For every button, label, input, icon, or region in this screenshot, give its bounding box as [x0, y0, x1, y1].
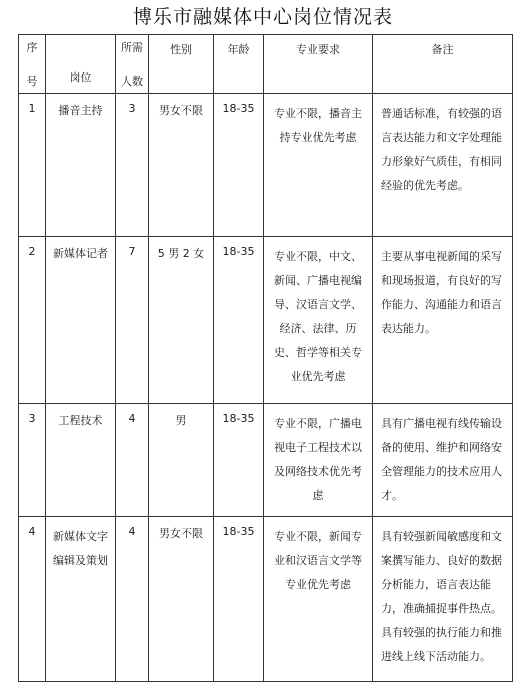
cell-gender: 5 男 2 女 — [149, 237, 214, 404]
cell-no: 1 — [19, 94, 46, 237]
cell-requirement: 专业不限，广播电视电子工程技术以及网络技术优先考虑 — [264, 404, 373, 517]
page-title: 博乐市融媒体中心岗位情况表 — [132, 6, 393, 28]
cell-requirement: 专业不限，新闻专业和汉语言文学等专业优先考虑 — [264, 517, 373, 682]
cell-no: 2 — [19, 237, 46, 404]
cell-age: 18-35 — [214, 237, 264, 404]
cell-note: 主要从事电视新闻的采写和现场报道，有良好的写作能力、沟通能力和语言表达能力。 — [373, 237, 513, 404]
cell-count: 7 — [116, 237, 149, 404]
table-row — [19, 404, 513, 517]
cell-age: 18-35 — [214, 404, 264, 517]
header-count: 所需 人数 — [116, 35, 149, 94]
header-position: 岗位 — [46, 35, 116, 94]
cell-position: 工程技术 — [46, 404, 116, 517]
cell-note: 具有较强新闻敏感度和文案撰写能力、良好的数据分析能力，语言表达能力，准确捕捉事件热点。具有较强的执行能力和推进线上线下活动能力。 — [373, 517, 513, 682]
table-row — [19, 237, 513, 404]
header-no: 序 号 — [19, 35, 46, 94]
cell-no: 3 — [19, 404, 46, 517]
cell-note: 普通话标准，有较强的语言表达能力和文字处理能力形象好气质佳，有相同经验的优先考虑。 — [373, 94, 513, 237]
cell-no: 4 — [19, 517, 46, 682]
cell-count: 3 — [116, 94, 149, 237]
cell-position: 新媒体文字编辑及策划 — [46, 517, 116, 682]
cell-requirement: 专业不限，中文、新闻、广播电视编导、汉语言文学、经济、法律、历史、哲学等相关专业优先考虑 — [264, 237, 373, 404]
header-gender: 性别 — [149, 35, 214, 94]
cell-requirement: 专业不限，播音主持专业优先考虑 — [264, 94, 373, 237]
cell-gender: 男女不限 — [149, 94, 214, 237]
positions-table — [18, 34, 513, 682]
cell-position: 新媒体记者 — [46, 237, 116, 404]
cell-gender: 男 — [149, 404, 214, 517]
cell-count: 4 — [116, 404, 149, 517]
table-row — [19, 94, 513, 237]
cell-age: 18-35 — [214, 94, 264, 237]
cell-position: 播音主持 — [46, 94, 116, 237]
cell-age: 18-35 — [214, 517, 264, 682]
header-note: 备注 — [373, 35, 513, 94]
header-age: 年龄 — [214, 35, 264, 94]
cell-count: 4 — [116, 517, 149, 682]
header-requirement: 专业要求 — [264, 35, 373, 94]
cell-gender: 男女不限 — [149, 517, 214, 682]
cell-note: 具有广播电视有线传输设备的使用、维护和网络安全管理能力的技术应用人才。 — [373, 404, 513, 517]
table-row — [19, 517, 513, 682]
table-header-row — [19, 35, 513, 94]
